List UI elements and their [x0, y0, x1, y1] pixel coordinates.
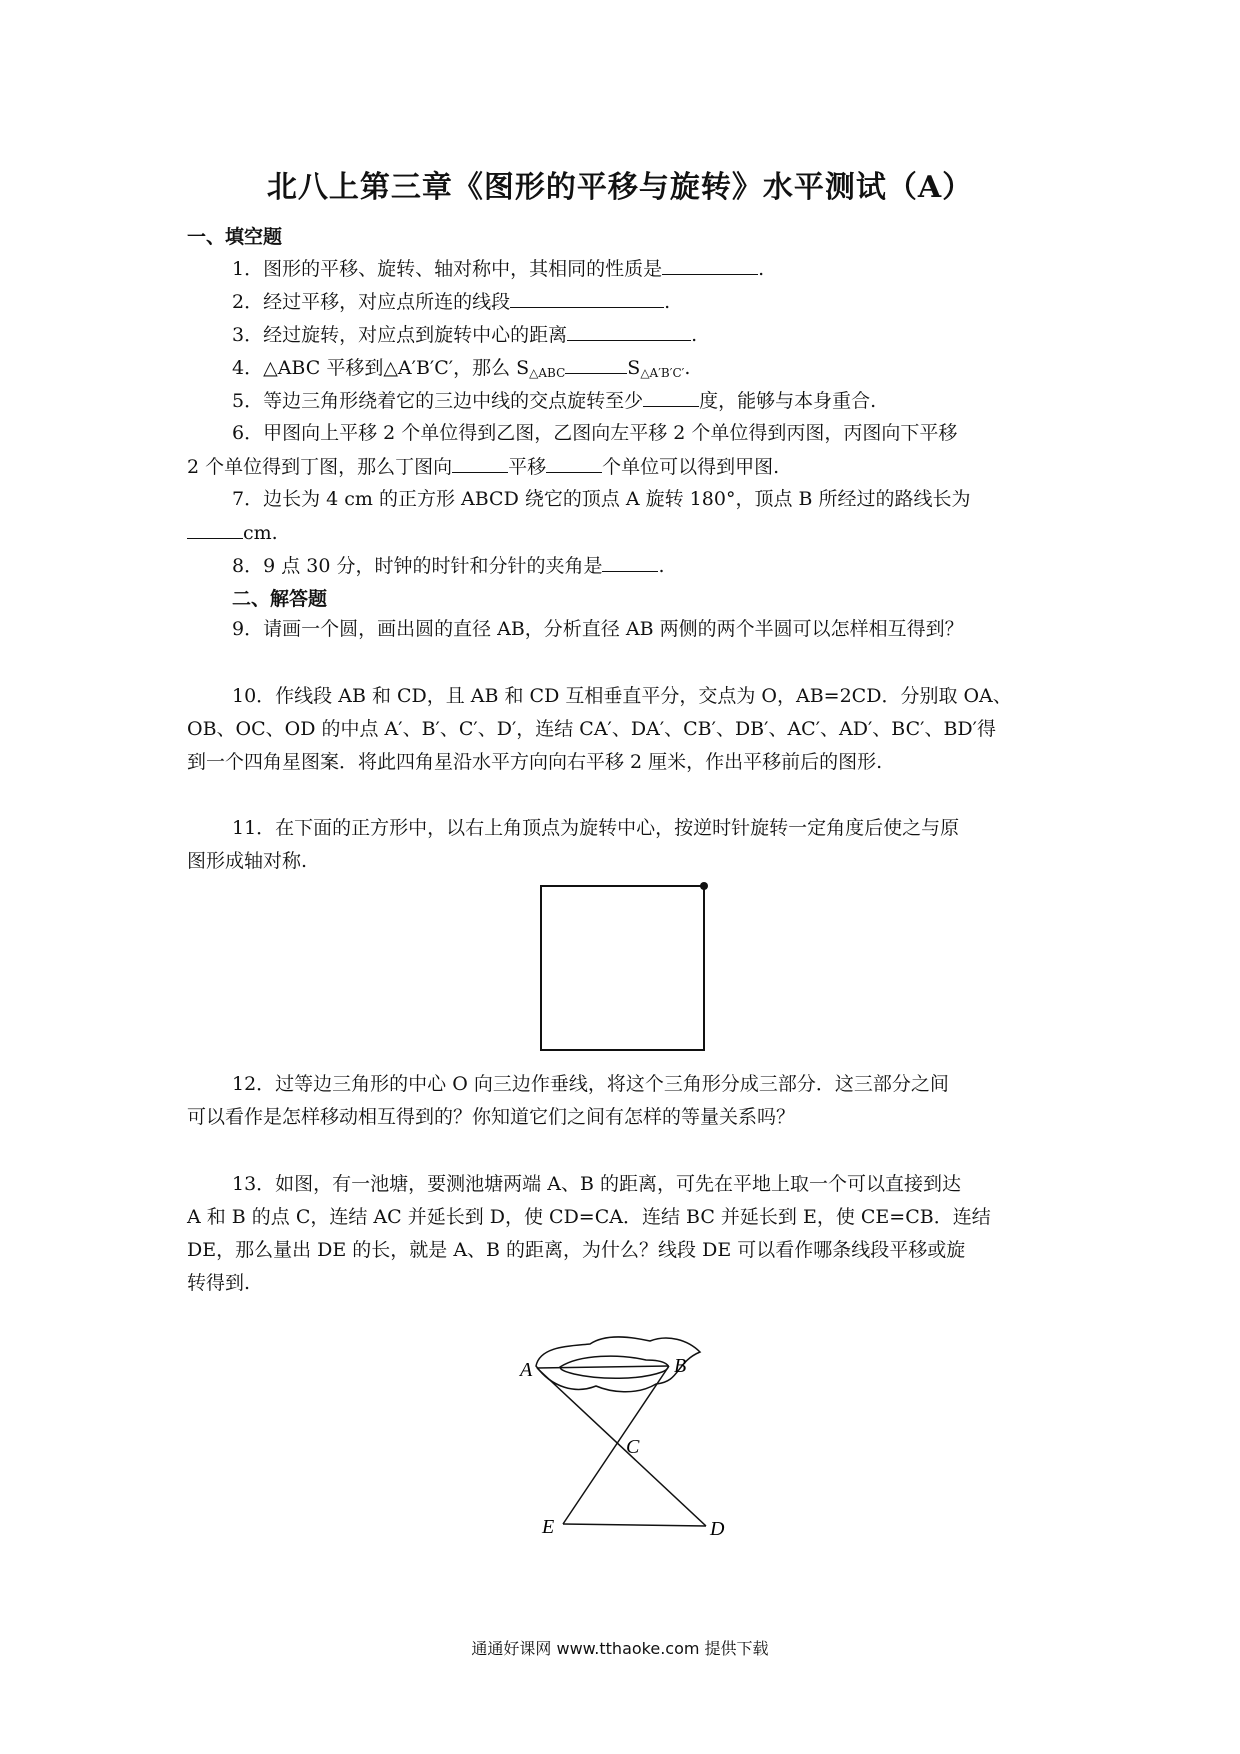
q6-text-b: 平移	[508, 456, 547, 478]
q6-text-a: 2 个单位得到丁图，那么丁图向	[187, 456, 453, 478]
q7-unit: cm.	[243, 522, 278, 544]
q3-text: 3．经过旋转，对应点到旋转中心的距离	[232, 324, 568, 346]
q4-text-a: 4．△ABC 平移到△A′B′C′，那么 S	[232, 357, 530, 379]
q6-text-c: 个单位可以得到甲图.	[602, 456, 780, 478]
question-8: 8．9 点 30 分，时钟的时针和分针的夹角是 .	[232, 555, 665, 577]
question-1: 1．图形的平移、旋转、轴对称中，其相同的性质是 .	[232, 258, 765, 280]
section-solve: 二、解答题	[232, 588, 328, 610]
question-6-line-1: 6．甲图向上平移 2 个单位得到乙图，乙图向左平移 2 个单位得到丙图，丙图向下平移	[232, 422, 958, 444]
question-13-line-4: 转得到.	[187, 1272, 251, 1294]
q5-text-a: 5．等边三角形绕着它的三边中线的交点旋转至少	[232, 390, 644, 412]
q4-text-b: S	[627, 357, 641, 379]
label-b: B	[674, 1355, 687, 1377]
question-11-line-1: 11．在下面的正方形中，以右上角顶点为旋转中心，按逆时针旋转一定角度后使之与原	[232, 817, 960, 839]
section-fill-in: 一、填空题	[187, 226, 283, 248]
q4-subscript-1: △ABC	[529, 366, 566, 380]
question-7-line-1: 7．边长为 4 cm 的正方形 ABCD 绕它的顶点 A 旋转 180°，顶点 B 所经过的路线长为	[232, 488, 971, 510]
question-4: 4．△ABC 平移到△A′B′C′，那么 $S_{\triangle ABC}$ $S_{\triangle A'B'C'}$.	[232, 357, 691, 380]
label-e: E	[542, 1516, 555, 1538]
question-10-line-3: 到一个四角星图案．将此四角星沿水平方向向右平移 2 厘米，作出平移前后的图形.	[187, 751, 883, 773]
segment-a-b	[537, 1366, 669, 1368]
question-2: 2．经过平移，对应点所连的线段 .	[232, 291, 671, 313]
question-13-line-3: DE，那么量出 DE 的长，就是 A、B 的距离，为什么？线段 DE 可以看作哪条线段平移或旋	[187, 1239, 966, 1261]
q4-subscript-2: △A′B′C′	[640, 366, 685, 380]
question-9: 9．请画一个圆，画出圆的直径 AB，分析直径 AB 两侧的两个半圆可以怎样相互得到？	[232, 618, 964, 640]
segment-e-d	[563, 1524, 706, 1526]
q5-text-b: 度，能够与本身重合.	[699, 390, 877, 412]
question-13-line-1: 13．如图，有一池塘，要测池塘两端 A、B 的距离，可先在平地上取一个可以直接到达	[232, 1173, 961, 1195]
q2-text: 2．经过平移，对应点所连的线段	[232, 291, 511, 313]
question-12-line-1: 12．过等边三角形的中心 O 向三边作垂线，将这个三角形分成三部分．这三部分之间	[232, 1073, 949, 1095]
question-10-line-2: OB、OC、OD 的中点 A′、B′、C′、D′，连结 CA′、DA′、CB′、DB′、AC′、AD′、BC′、BD′得	[187, 718, 996, 740]
label-c: C	[626, 1436, 640, 1458]
title-main: 第三章《图形的平移与旋转》水平测试（A）	[359, 170, 974, 205]
question-13-line-2: A 和 B 的点 C，连结 AC 并延长到 D，使 CD=CA．连结 BC 并延长到 E，使 CE=CB．连结	[187, 1206, 991, 1228]
question-10-line-1: 10．作线段 AB 和 CD，且 AB 和 CD 互相垂直平分，交点为 O，AB=2CD．分别取 OA、	[232, 685, 1012, 707]
question-12-line-2: 可以看作是怎样移动相互得到的？你知道它们之间有怎样的等量关系吗？	[187, 1106, 796, 1128]
footer-text: 通通好课网 www.tthaoke.com 提供下载	[471, 1639, 769, 1658]
question-3: 3．经过旋转，对应点到旋转中心的距离 .	[232, 324, 698, 346]
label-a: A	[520, 1359, 533, 1381]
q1-text: 1．图形的平移、旋转、轴对称中，其相同的性质是	[232, 258, 663, 280]
question-11-line-2: 图形成轴对称.	[187, 850, 308, 872]
title-brand: 北八上	[266, 170, 360, 205]
label-d: D	[710, 1518, 725, 1540]
q8-text: 8．9 点 30 分，时钟的时针和分针的夹角是	[232, 555, 603, 577]
